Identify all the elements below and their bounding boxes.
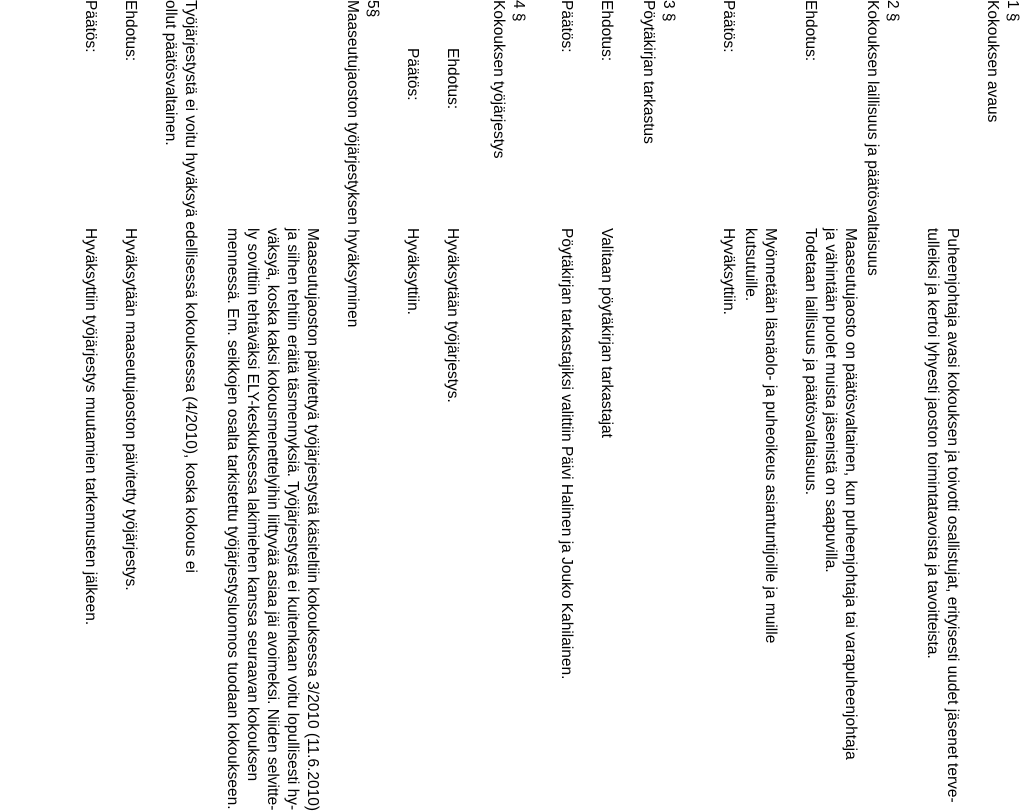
section-3-header (638, 0, 678, 144)
section-3-proposal-label: Ehdotus: (598, 0, 615, 62)
section-2-extra (740, 228, 780, 643)
section-5-note-line-2: ollut päätösvaltainen. (162, 0, 179, 146)
section-5-header (342, 0, 382, 327)
section-5-proposal (120, 0, 140, 740)
section-1-title: Kokouksen avaus (984, 0, 1001, 123)
section-5-body-line-4: ly sovittiin tehtäväksi ELY-keskuksessa lakimiehen kanssa seuraavan kokouksen (244, 228, 261, 782)
section-4-decision (402, 0, 422, 740)
section-2-body-line-2: ja vähintään puolet muista jäsenistä on saapuvilla. (822, 228, 839, 573)
section-1-number: 1 § (1004, 0, 1021, 22)
section-2-proposal-text: Todetaan laillisuus ja päätösvaltaisuus. (802, 228, 819, 496)
section-2-decision (718, 0, 738, 740)
section-3-proposal-text: Valitaan pöytäkirjan tarkastajat (598, 228, 615, 438)
section-4-title: Kokouksen työjärjestys (490, 0, 507, 159)
section-5-decision-label: Päätös: (82, 0, 99, 53)
section-1-body-line-2: tulleiksi ja kertoi lyhyesti jaoston toimintatavoista ja tavoitteista. (924, 228, 941, 659)
section-5-number: 5§ (364, 0, 381, 18)
section-3-decision-text: Pöytäkirjan tarkastajiksi valittiin Päivi Halinen ja Jouko Kahilainen. (558, 228, 575, 680)
section-5-note (160, 0, 200, 573)
section-3-decision (556, 0, 576, 740)
section-3-number: 3 § (660, 0, 677, 22)
section-5-title: Maaseutujaoston työjärjestyksen hyväksyminen (344, 0, 361, 328)
section-5-decision (80, 0, 100, 740)
section-2-title: Kokouksen laillisuus ja päätösvaltaisuus (864, 0, 881, 276)
section-2-extra-line-1: Myönnetään läsnäolo- ja puheoikeus asiantuntijoille ja muille (762, 228, 779, 644)
section-5-body-line-3: väksyä, koska kaksi kokousmenettelyihin liittyvää asiaa jäi avoimeksi. Niiden selvitte- (264, 228, 281, 811)
section-2-extra-line-2: kutsutuille. (742, 228, 759, 302)
section-2-body (820, 228, 860, 760)
section-4-proposal-label: Ehdotus: (444, 48, 461, 110)
section-3-title: Pöytäkirjan tarkastus (640, 0, 657, 144)
section-5-note-line-1: Työjärjestystä ei voitu hyväksyä edellisessä kokouksessa (4/2010), koska kokous ei (182, 0, 199, 573)
section-4-decision-label: Päätös: (404, 48, 421, 101)
section-5-body (222, 228, 322, 811)
section-2-number: 2 § (884, 0, 901, 22)
section-2-decision-text: Hyväksyttiin. (720, 228, 737, 315)
section-2-proposal-label: Ehdotus: (802, 0, 819, 62)
section-4-proposal (442, 0, 462, 740)
section-5-proposal-text: Hyväksytään maaseutujaoston päivitetty työjärjestys. (122, 228, 139, 591)
section-3-decision-label: Päätös: (558, 0, 575, 53)
section-1-header (982, 0, 1022, 122)
section-5-decision-text: Hyväksyttiin työjärjestys muutamien tarkennusten jälkeen. (82, 228, 99, 626)
section-4-proposal-text: Hyväksytään työjärjestys. (444, 228, 461, 403)
section-2-decision-label: Päätös: (720, 0, 737, 53)
section-1-body-line-1: Puheenjohtaja avasi kokouksen ja toivotti osallistujat, erityisesti uudet jäsenet terve- (944, 228, 961, 803)
section-2-body-line-1: Maaseutujaosto on päätösvaltainen, kun puheenjohtaja tai varapuheenjohtaja (842, 228, 859, 760)
section-3-proposal (596, 0, 616, 740)
section-2-header (862, 0, 902, 276)
section-4-header (488, 0, 528, 159)
section-5-proposal-label: Ehdotus: (122, 0, 139, 62)
section-2-proposal (800, 0, 820, 740)
section-4-number: 4 § (510, 0, 527, 22)
section-5-body-line-1: Maaseutujaoston päivitettyä työjärjestystä käsiteltiin kokouksessa 3/2010 (11.6.2010) (304, 228, 321, 811)
section-5-body-line-2: ja siihen tehtiin eräitä täsmennyksiä. Työjärjestystä ei kuitenkaan voitu lopullisesti hy- (284, 228, 301, 811)
section-5-body-line-5: mennessä. Em. seikkojen osalta tarkistettu työjärjestysluonnos tuodaan kokoukseen. (224, 228, 241, 810)
section-1-body (922, 228, 962, 803)
section-4-decision-text: Hyväksyttiin. (404, 228, 421, 315)
